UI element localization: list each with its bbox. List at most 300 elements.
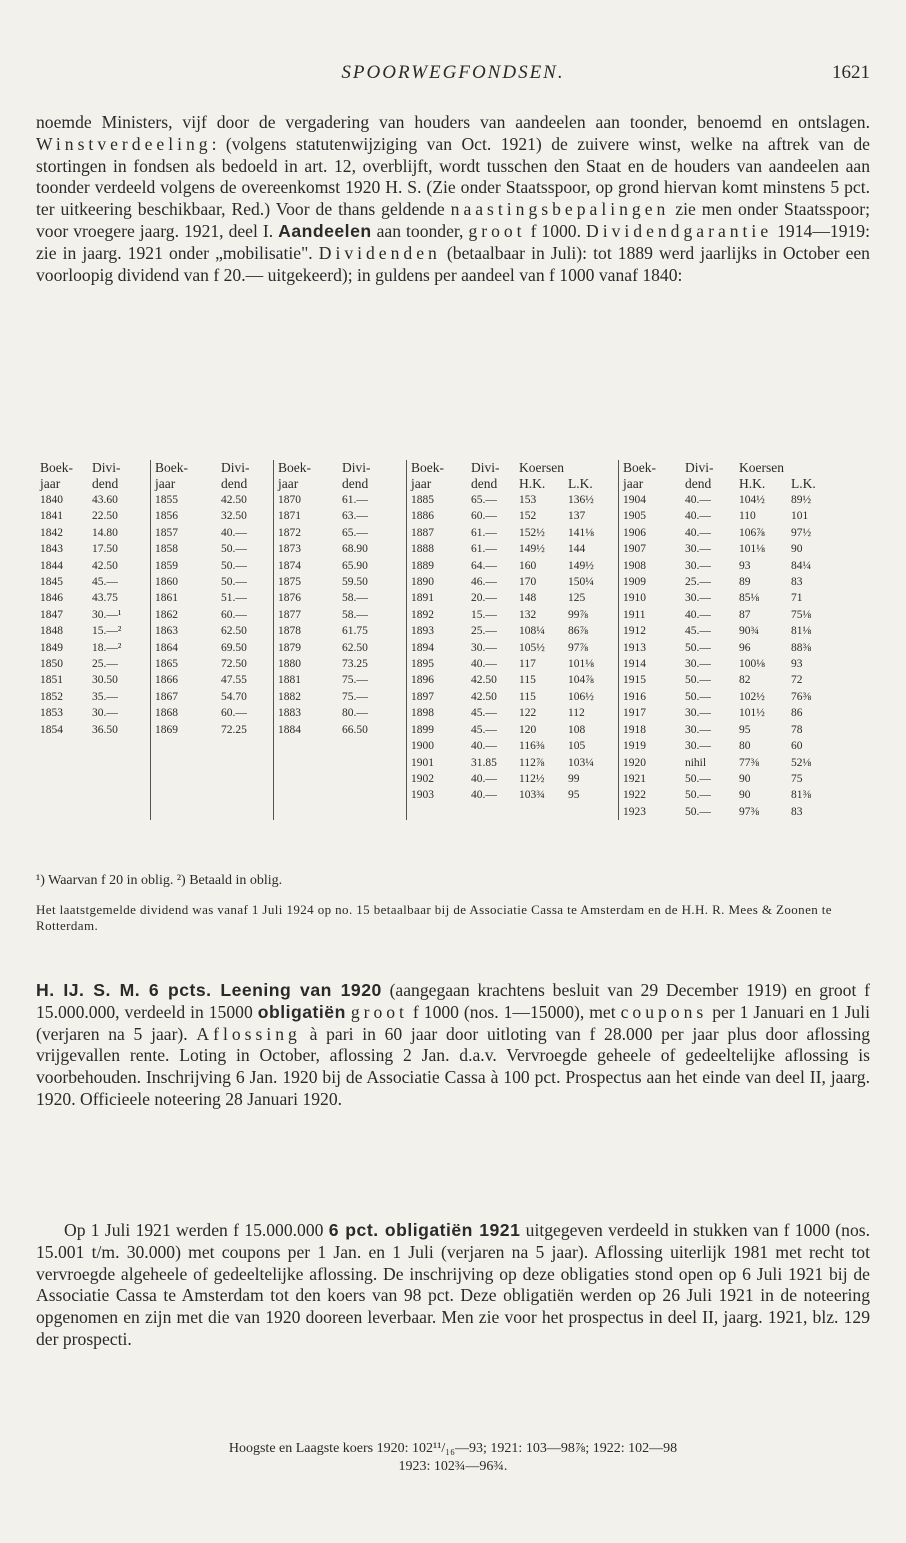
table-cell: 36.50 bbox=[92, 723, 118, 736]
table-cell: 1883 bbox=[274, 705, 339, 721]
table-cell: 1886 bbox=[407, 508, 468, 524]
table-cell: 18.—² bbox=[92, 641, 122, 654]
spaced-term: groot bbox=[468, 220, 526, 241]
table-cell: 30.— bbox=[684, 559, 711, 572]
table-cell: 1874 bbox=[274, 558, 339, 574]
table-row bbox=[36, 738, 831, 754]
table-cell: 1846 bbox=[40, 592, 63, 605]
table-cell: 50.— bbox=[684, 690, 711, 703]
table-cell: 148 bbox=[519, 592, 537, 605]
table-cell: 1906 bbox=[618, 525, 681, 541]
footnotes: ¹) Waarvan f 20 in oblig. ²) Betaald in oblig. bbox=[36, 873, 283, 888]
bold-term: obligatiën bbox=[257, 1001, 346, 1022]
table-cell bbox=[151, 804, 218, 820]
table-cell bbox=[151, 755, 218, 771]
table-cell bbox=[88, 738, 151, 754]
table-cell: 50.— bbox=[684, 772, 711, 785]
table-cell: 1876 bbox=[274, 590, 339, 606]
table-cell: 1849 bbox=[40, 641, 63, 654]
table-cell: Divi- bbox=[471, 460, 500, 475]
table-cell: 1889 bbox=[407, 558, 468, 574]
table-cell: 1901 bbox=[407, 755, 468, 771]
table-row bbox=[36, 607, 831, 623]
spaced-term: naastingsbepalingen bbox=[450, 199, 670, 220]
table-cell: 99⅞ bbox=[567, 608, 589, 621]
table-row bbox=[36, 525, 831, 541]
table-cell bbox=[217, 738, 274, 754]
table-cell bbox=[217, 771, 274, 787]
table-cell: Boek- bbox=[407, 460, 468, 476]
table-cell: Boek- bbox=[40, 460, 73, 475]
table-cell: 1842 bbox=[40, 526, 63, 539]
table-row bbox=[36, 722, 831, 738]
table-cell: 82 bbox=[738, 674, 751, 687]
table-cell: 106⅞ bbox=[738, 526, 765, 539]
table-cell: 122 bbox=[519, 707, 537, 720]
table-cell: 1903 bbox=[407, 787, 468, 803]
table-cell: 90 bbox=[738, 789, 751, 802]
bold-term: 6 pct. obligatiën 1921 bbox=[328, 1220, 521, 1240]
table-cell: 61.75 bbox=[342, 625, 368, 638]
table-cell: 90 bbox=[790, 543, 803, 556]
table-cell: 103¾ bbox=[519, 789, 545, 802]
table-cell: 1840 bbox=[40, 494, 63, 506]
table-cell: dend bbox=[684, 476, 712, 491]
table-cell: 77⅜ bbox=[738, 756, 760, 769]
table-cell: 40.— bbox=[684, 510, 711, 523]
table-cell: 1845 bbox=[40, 576, 63, 589]
table-cell: 144 bbox=[567, 543, 586, 556]
table-cell: 1887 bbox=[407, 525, 468, 541]
table-cell: 152½ bbox=[519, 526, 545, 539]
table-cell: 75.— bbox=[342, 674, 368, 687]
table-cell: Koersen bbox=[519, 460, 564, 475]
table-cell: 52⅛ bbox=[790, 756, 812, 769]
table-cell: 1902 bbox=[407, 771, 468, 787]
table-cell: 1914 bbox=[618, 656, 681, 672]
bold-term: Aandeelen bbox=[278, 220, 372, 241]
table-cell: 104½ bbox=[738, 494, 765, 506]
koersen-line-1: Hoogste en Laagste koers 1920: 102¹¹/₁₆—93; 1921: 103—98⅞; 1922: 102—98 bbox=[228, 1441, 678, 1456]
table-cell: 83 bbox=[790, 805, 803, 818]
table-cell: 64.— bbox=[471, 559, 497, 572]
table-cell: 75⅛ bbox=[790, 608, 812, 621]
table-cell: 59.50 bbox=[342, 576, 368, 589]
table-cell bbox=[564, 804, 619, 820]
table-cell: 1907 bbox=[618, 541, 681, 557]
table-cell: 80.— bbox=[342, 707, 368, 720]
table-cell: 112 bbox=[567, 707, 585, 720]
table-cell: 110 bbox=[738, 510, 756, 523]
table-cell: 50.— bbox=[684, 789, 711, 802]
table-cell: 32.50 bbox=[221, 510, 247, 523]
table-cell: 1866 bbox=[151, 672, 218, 688]
table-cell: 108 bbox=[567, 723, 586, 736]
table-cell: 25.— bbox=[684, 576, 711, 589]
table-cell: 51.— bbox=[221, 592, 247, 605]
table-cell: 1897 bbox=[407, 689, 468, 705]
table-cell: 132 bbox=[519, 608, 537, 621]
table-cell: 61.— bbox=[471, 526, 497, 539]
table-cell: 1858 bbox=[151, 541, 218, 557]
table-cell: 81⅜ bbox=[790, 789, 812, 802]
table-cell: 54.70 bbox=[221, 690, 247, 703]
table-cell: 1918 bbox=[618, 722, 681, 738]
koersen-line-2: 1923: 102¾—96¾. bbox=[398, 1459, 508, 1474]
table-cell: Divi- bbox=[684, 460, 714, 475]
table-row bbox=[36, 689, 831, 705]
table-cell: 50.— bbox=[684, 641, 711, 654]
table-cell: 106½ bbox=[567, 690, 594, 703]
table-cell: 1863 bbox=[151, 623, 218, 639]
table-cell: 30.— bbox=[684, 740, 711, 753]
table-cell: 73.25 bbox=[342, 658, 368, 671]
table-cell: 1875 bbox=[274, 574, 339, 590]
table-cell bbox=[515, 804, 564, 820]
paragraph-winstverdeeling: noemde Ministers, vijf door de vergadering van houders van aandeelen aan toonder, benoemd en ontslagen. Winstverdeeling: (volgens statutenwijziging van Oct. 1921) de zuivere winst, welke na aftrek van de stortingen in fondsen als bedoeld in art. 12, overblijft, wordt tusschen den Staat en de houders van aandeelen aan toonder verdeeld volgens de overeenkomst 1920 H. S. (Zie onder Staatsspoor, op grond hiervan komt minstens 5 pct. ter uitkeering beschikbaar, Red.) Voor de thans geldende naastingsbepalingen zie men onder Staatsspoor; voor vroegere jaarg. 1921, deel I. Aandeelen aan toonder, groot f 1000. Dividendgarantie 1914—1919: zie in jaarg. 1921 onder „mobilisatie". Dividenden (betaalbaar in Juli): tot 1889 werd jaarlijks in October een voorloopig dividend van f 20.— uitgekeerd); in guldens per aandeel van f 1000 vanaf 1840: bbox=[36, 112, 870, 285]
table-cell: 96 bbox=[738, 641, 751, 654]
table-cell: 112½ bbox=[519, 772, 545, 785]
table-cell: 89 bbox=[738, 576, 751, 589]
table-cell bbox=[88, 787, 151, 803]
table-cell: 1881 bbox=[274, 672, 339, 688]
bold-term: H. IJ. S. M. 6 pcts. Leening van 1920 bbox=[36, 980, 382, 1000]
table-cell: jaar bbox=[40, 476, 61, 491]
table-cell: 84¼ bbox=[790, 559, 812, 572]
table-cell: 1895 bbox=[407, 656, 468, 672]
table-cell: 141⅛ bbox=[567, 526, 594, 539]
table-cell: 40.— bbox=[221, 526, 247, 539]
table-cell bbox=[88, 771, 151, 787]
table-cell: 30.— bbox=[471, 641, 497, 654]
table-cell: 40.— bbox=[471, 658, 497, 671]
table-cell: 15.— bbox=[471, 608, 497, 621]
table-row bbox=[36, 558, 831, 574]
table-cell: 42.50 bbox=[471, 690, 497, 703]
paragraph-leening-1920: H. IJ. S. M. 6 pcts. Leening van 1920 (aangegaan krachtens besluit van 29 December 1919) en groot f 15.000.000, verdeeld in 15000 obligatiën groot f 1000 (nos. 1—15000), met coupons per 1 Januari en 1 Juli (verjaren na 5 jaar). Aflossing à pari in 60 jaar door uitloting van f 28.000 per jaar plus door aflossing vrijgevallen rente. Loting in October, aflossing 2 Jan. d.a.v. Vervroegde geheele of gedeeltelijke aflossing is voorbehouden. Inschrijving 6 Jan. 1920 bij de Associatie Cassa à 100 pct. Prospectus aan het einde van deel II, jaarg. 1920. Officieele noteering 28 Januari 1920. bbox=[36, 980, 870, 1109]
table-cell: 88⅜ bbox=[790, 641, 812, 654]
table-cell: 105 bbox=[567, 740, 586, 753]
table-cell: 101½ bbox=[738, 707, 765, 720]
last-dividend-note: Het laatstgemelde dividend was vanaf 1 Juli 1924 op no. 15 betaalbaar bij de Associatie Cassa te Amsterdam en de H.H. R. Mees & Zoonen te Rotterdam. bbox=[36, 902, 832, 933]
table-cell: 1841 bbox=[40, 510, 63, 523]
table-cell: 1888 bbox=[407, 541, 468, 557]
table-cell: 1877 bbox=[274, 607, 339, 623]
table-cell bbox=[36, 787, 88, 803]
table-cell: 61.— bbox=[471, 543, 497, 556]
table-cell: 65.— bbox=[471, 494, 497, 506]
table-cell: 1851 bbox=[40, 674, 63, 687]
table-cell: 99 bbox=[567, 772, 580, 785]
table-cell: 30.— bbox=[684, 658, 711, 671]
table-cell: 80 bbox=[738, 740, 751, 753]
table-cell: 1911 bbox=[618, 607, 681, 623]
table-cell: 20.— bbox=[471, 592, 497, 605]
table-cell: 40.— bbox=[471, 789, 497, 802]
table-cell: 101⅛ bbox=[738, 543, 765, 556]
table-cell: 71 bbox=[790, 592, 803, 605]
table-cell bbox=[88, 804, 151, 820]
table-cell: 1878 bbox=[274, 623, 339, 639]
table-cell: 1912 bbox=[618, 623, 681, 639]
table-cell: 65.— bbox=[342, 526, 368, 539]
table-cell: 1899 bbox=[407, 722, 468, 738]
table-cell: 47.55 bbox=[221, 674, 247, 687]
table-cell: 60.— bbox=[471, 510, 497, 523]
table-cell: 40.— bbox=[471, 740, 497, 753]
table-cell: 153 bbox=[519, 494, 537, 506]
table-row bbox=[36, 787, 831, 803]
table-cell bbox=[338, 755, 407, 771]
table-cell: 1853 bbox=[40, 707, 63, 720]
table-cell: 1843 bbox=[40, 543, 63, 556]
table-cell: 93 bbox=[738, 559, 751, 572]
table-cell bbox=[407, 804, 468, 820]
table-cell: Boek- bbox=[618, 460, 681, 476]
table-cell: jaar bbox=[274, 476, 339, 492]
table-cell: 25.— bbox=[92, 658, 118, 671]
table-cell: 90¾ bbox=[738, 625, 760, 638]
table-cell: 1915 bbox=[618, 672, 681, 688]
table-cell: 30.— bbox=[684, 592, 711, 605]
table-cell bbox=[338, 804, 407, 820]
table-cell: 1922 bbox=[618, 787, 681, 803]
page-number: 1621 bbox=[832, 62, 870, 83]
table-cell: 63.— bbox=[342, 510, 368, 523]
table-cell: 45.— bbox=[471, 707, 497, 720]
table-cell: L.K. bbox=[790, 476, 816, 491]
table-cell: 25.— bbox=[471, 625, 497, 638]
table-cell: 1850 bbox=[40, 658, 63, 671]
table-cell: H.K. bbox=[738, 476, 766, 491]
table-cell: jaar bbox=[618, 476, 681, 492]
table-cell: jaar bbox=[151, 476, 218, 492]
table-cell: 45.— bbox=[92, 576, 118, 589]
table-cell: 50.— bbox=[684, 805, 711, 818]
table-cell: 69.50 bbox=[221, 641, 247, 654]
table-cell: 1870 bbox=[274, 492, 339, 508]
table-cell: 1904 bbox=[618, 492, 681, 508]
table-cell bbox=[151, 771, 218, 787]
table-cell: 60.— bbox=[221, 707, 247, 720]
table-row bbox=[36, 508, 831, 524]
table-cell: 83 bbox=[790, 576, 803, 589]
table-cell: 1910 bbox=[618, 590, 681, 606]
table-cell: dend bbox=[92, 476, 119, 491]
table-cell: 136½ bbox=[567, 494, 594, 506]
table-cell bbox=[36, 771, 88, 787]
table-cell bbox=[787, 460, 831, 476]
table-cell: 1844 bbox=[40, 559, 63, 572]
table-cell: 105½ bbox=[519, 641, 545, 654]
table-cell bbox=[338, 771, 407, 787]
table-cell: 62.50 bbox=[221, 625, 247, 638]
table-row bbox=[36, 492, 831, 508]
table-cell bbox=[274, 738, 339, 754]
table-cell: 1923 bbox=[618, 804, 681, 820]
table-cell: 22.50 bbox=[92, 510, 118, 523]
table-cell: 97½ bbox=[790, 526, 812, 539]
table-cell: 137 bbox=[567, 510, 586, 523]
table-cell: 45.— bbox=[471, 723, 497, 736]
table-cell: 115 bbox=[519, 690, 536, 703]
table-cell: 1896 bbox=[407, 672, 468, 688]
table-cell bbox=[338, 787, 407, 803]
table-header-row bbox=[36, 460, 831, 476]
table-cell bbox=[274, 787, 339, 803]
table-cell: 115 bbox=[519, 674, 536, 687]
table-cell: 42.50 bbox=[471, 674, 497, 687]
table-cell: 14.80 bbox=[92, 526, 118, 539]
table-cell: 43.75 bbox=[92, 592, 118, 605]
table-cell: 1898 bbox=[407, 705, 468, 721]
table-cell: 87 bbox=[738, 608, 751, 621]
table-cell: 46.— bbox=[471, 576, 497, 589]
table-cell: 103¼ bbox=[567, 756, 594, 769]
table-cell: 40.— bbox=[684, 608, 711, 621]
table-cell bbox=[274, 771, 339, 787]
table-cell: 117 bbox=[519, 658, 536, 671]
table-cell: 1859 bbox=[151, 558, 218, 574]
table-cell: 152 bbox=[519, 510, 537, 523]
spaced-term: groot bbox=[350, 1001, 408, 1022]
table-cell: 15.—² bbox=[92, 625, 122, 638]
table-row bbox=[36, 623, 831, 639]
table-cell: 72 bbox=[790, 674, 803, 687]
table-cell bbox=[274, 755, 339, 771]
table-header-row bbox=[36, 476, 831, 492]
table-cell: 108¼ bbox=[519, 625, 545, 638]
table-cell: L.K. bbox=[567, 476, 593, 491]
table-row bbox=[36, 705, 831, 721]
table-cell: 66.50 bbox=[342, 723, 368, 736]
table-cell: jaar bbox=[407, 476, 468, 492]
table-cell: 75 bbox=[790, 772, 803, 785]
table-cell: 104⅞ bbox=[567, 674, 594, 687]
table-cell: 1894 bbox=[407, 640, 468, 656]
table-cell: 72.25 bbox=[221, 723, 247, 736]
running-title: SPOORWEGFONDSEN. bbox=[341, 62, 565, 83]
table-cell: 45.— bbox=[684, 625, 711, 638]
table-cell: 35.— bbox=[92, 690, 118, 703]
table-cell: 50.— bbox=[221, 576, 247, 589]
table-cell bbox=[338, 738, 407, 754]
table-cell: 65.90 bbox=[342, 559, 368, 572]
table-cell: 1860 bbox=[151, 574, 218, 590]
table-cell: 1862 bbox=[151, 607, 218, 623]
table-cell: 1908 bbox=[618, 558, 681, 574]
table-cell: 1847 bbox=[40, 608, 63, 621]
table-cell: 1871 bbox=[274, 508, 339, 524]
table-cell: H.K. bbox=[519, 476, 546, 491]
table-cell: 42.50 bbox=[221, 494, 247, 506]
table-cell: 1913 bbox=[618, 640, 681, 656]
table-cell: 1868 bbox=[151, 705, 218, 721]
table-cell: 1882 bbox=[274, 689, 339, 705]
table-cell: 72.50 bbox=[221, 658, 247, 671]
table-cell: 30.— bbox=[92, 707, 118, 720]
table-cell: Boek- bbox=[274, 460, 339, 476]
dividend-table bbox=[36, 460, 831, 820]
table-cell: Boek- bbox=[151, 460, 218, 476]
table-cell: 61.— bbox=[342, 494, 368, 506]
table-cell bbox=[151, 787, 218, 803]
table-cell: Divi- bbox=[221, 460, 250, 475]
table-cell: 1893 bbox=[407, 623, 468, 639]
table-row bbox=[36, 672, 831, 688]
table-cell: 1865 bbox=[151, 656, 218, 672]
table-cell: 60 bbox=[790, 740, 803, 753]
table-cell: 1867 bbox=[151, 689, 218, 705]
spaced-term: Dividendgarantie bbox=[586, 220, 773, 241]
table-cell: 68.90 bbox=[342, 543, 368, 556]
table-cell: 1861 bbox=[151, 590, 218, 606]
table-cell: 75.— bbox=[342, 690, 368, 703]
table-cell bbox=[564, 460, 619, 476]
table-cell: 1852 bbox=[40, 690, 63, 703]
table-cell: 43.60 bbox=[92, 494, 118, 506]
table-cell: 30.— bbox=[684, 707, 711, 720]
table-cell: 1879 bbox=[274, 640, 339, 656]
table-cell: 1884 bbox=[274, 722, 339, 738]
table-cell: 1873 bbox=[274, 541, 339, 557]
table-row bbox=[36, 590, 831, 606]
table-cell: nihil bbox=[684, 756, 707, 769]
table-cell: 95 bbox=[567, 789, 580, 802]
table-cell: 40.— bbox=[684, 494, 711, 506]
table-cell: 1856 bbox=[151, 508, 218, 524]
table-cell: 89½ bbox=[790, 494, 812, 506]
table-cell: 97⅞ bbox=[567, 641, 589, 654]
table-cell: 86 bbox=[790, 707, 803, 720]
table-cell: 150¼ bbox=[567, 576, 594, 589]
table-cell: 1909 bbox=[618, 574, 681, 590]
table-cell: 81⅛ bbox=[790, 625, 812, 638]
table-cell: 100⅛ bbox=[738, 658, 765, 671]
table-cell: 30.— bbox=[684, 543, 711, 556]
table-row bbox=[36, 574, 831, 590]
table-row bbox=[36, 804, 831, 820]
table-cell bbox=[88, 755, 151, 771]
table-cell: 1885 bbox=[407, 492, 468, 508]
table-cell: 95 bbox=[738, 723, 751, 736]
table-cell: 1869 bbox=[151, 722, 218, 738]
table-row bbox=[36, 755, 831, 771]
table-cell: 112⅞ bbox=[519, 756, 545, 769]
table-cell: 17.50 bbox=[92, 543, 118, 556]
table-cell: 1900 bbox=[407, 738, 468, 754]
spaced-term: Dividenden bbox=[318, 242, 441, 263]
table-cell: 58.— bbox=[342, 608, 368, 621]
table-cell: dend bbox=[342, 476, 369, 491]
table-cell: 1905 bbox=[618, 508, 681, 524]
table-cell: 1921 bbox=[618, 771, 681, 787]
table-cell: 97⅜ bbox=[738, 805, 760, 818]
table-cell: 101⅛ bbox=[567, 658, 594, 671]
table-cell: 50.— bbox=[684, 674, 711, 687]
table-cell: 76⅜ bbox=[790, 690, 812, 703]
table-cell: 101 bbox=[790, 510, 809, 523]
table-cell: 1872 bbox=[274, 525, 339, 541]
table-cell: 30.— bbox=[684, 723, 711, 736]
table-cell bbox=[217, 755, 274, 771]
table-cell: 1864 bbox=[151, 640, 218, 656]
table-cell: dend bbox=[471, 476, 498, 491]
table-cell: 149½ bbox=[519, 543, 545, 556]
table-cell: 30.50 bbox=[92, 674, 118, 687]
table-cell: 78 bbox=[790, 723, 803, 736]
table-cell: 116⅜ bbox=[519, 740, 545, 753]
